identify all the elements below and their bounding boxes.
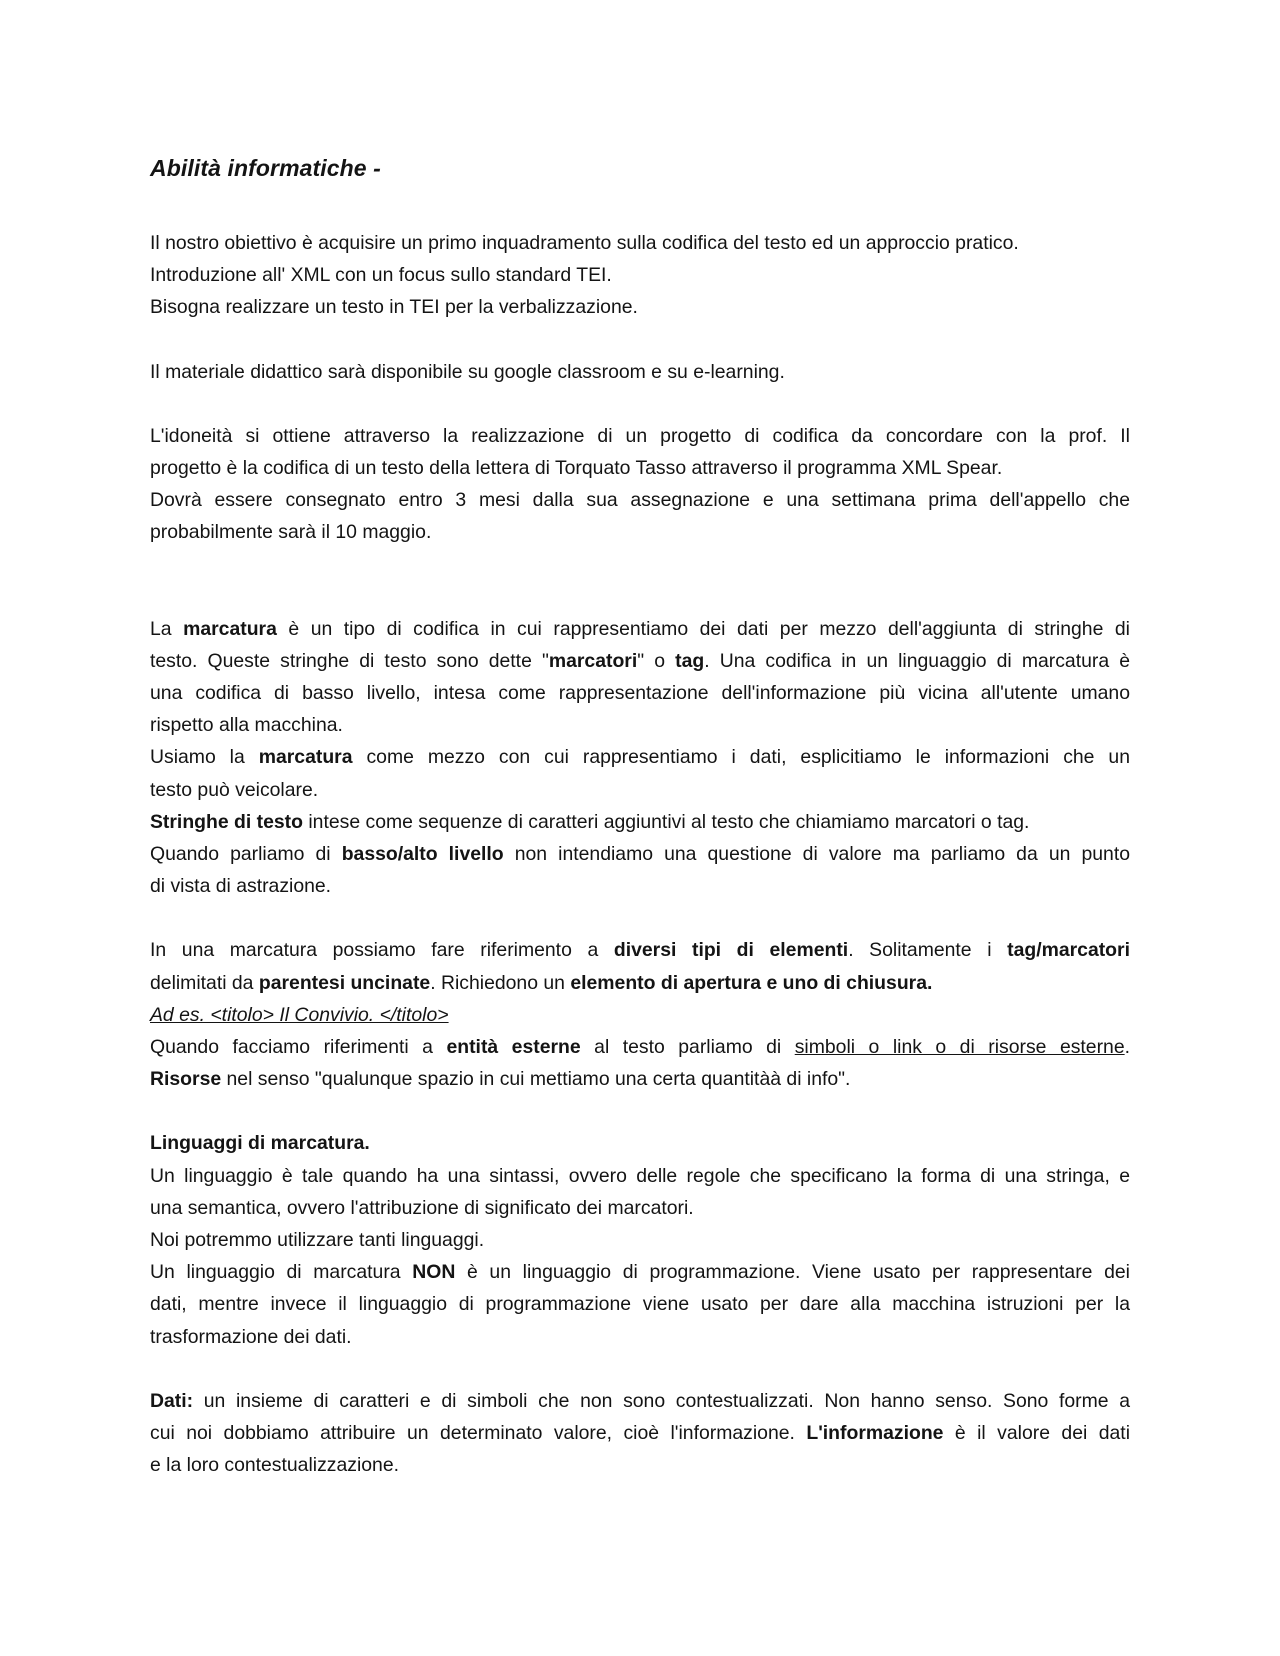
text-line: Usiamo la marcatura come mezzo con cui rappresentiamo i dati, esplicitiamo le informazioni che un	[150, 746, 1130, 769]
text-line: rispetto alla macchina.	[150, 714, 343, 737]
text-line: Bisogna realizzare un testo in TEI per la verbalizzazione.	[150, 296, 638, 319]
text-line: Dovrà essere consegnato entro 3 mesi dalla sua assegnazione e una settimana prima dell'appello che	[150, 489, 1130, 512]
text-line: Il materiale didattico sarà disponibile su google classroom e su e-learning.	[150, 360, 785, 383]
materiale-paragraph	[150, 356, 1130, 388]
text-line: probabilmente sarà il 10 maggio.	[150, 521, 432, 544]
text-line: testo. Queste stringhe di testo sono dette "marcatori" o tag. Una codifica in un linguaggio di marcatura è	[150, 649, 1131, 672]
idoneita-paragraph	[150, 420, 1130, 549]
text-line: Quando facciamo riferimenti a entità esterne al testo parliamo di simboli o link o di risorse esterne.	[150, 1036, 1131, 1059]
marcatura-paragraph	[150, 613, 1130, 903]
text-line: e la loro contestualizzazione.	[150, 1454, 399, 1477]
text-line: Introduzione all' XML con un focus sullo standard TEI.	[150, 264, 612, 287]
document-title: Abilità informatiche -	[150, 155, 381, 181]
text-line: cui noi dobbiamo attribuire un determinato valore, cioè l'informazione. L'informazione è il valore dei dati	[150, 1422, 1130, 1445]
elementi-paragraph	[150, 934, 1130, 1095]
text-line: Quando parliamo di basso/alto livello non intendiamo una questione di valore ma parliamo da un punto	[150, 843, 1130, 866]
text-line: trasformazione dei dati.	[150, 1325, 352, 1348]
linguaggi-paragraph	[150, 1127, 1130, 1352]
text-line: L'idoneità si ottiene attraverso la realizzazione di un progetto di codifica da concordare con la prof. Il	[150, 424, 1130, 447]
text-line: Stringhe di testo intese come sequenze di caratteri aggiuntivi al testo che chiamiamo marcatori o tag.	[150, 810, 1030, 833]
section-heading: Linguaggi di marcatura.	[150, 1132, 370, 1155]
text-line: Noi potremmo utilizzare tanti linguaggi.	[150, 1229, 485, 1252]
text-line: testo può veicolare.	[150, 778, 319, 801]
dati-paragraph	[150, 1385, 1130, 1482]
text-line: La marcatura è un tipo di codifica in cui rappresentiamo dei dati per mezzo dell'aggiunta di stringhe di	[150, 617, 1130, 640]
text-line: una semantica, ovvero l'attribuzione di significato dei marcatori.	[150, 1196, 694, 1219]
text-line: progetto è la codifica di un testo della lettera di Torquato Tasso attraverso il programma XML Spear.	[150, 457, 1003, 480]
text-line: Un linguaggio di marcatura NON è un linguaggio di programmazione. Viene usato per rappresentare dei	[150, 1261, 1130, 1284]
text-line: delimitati da parentesi uncinate. Richiedono un elemento di apertura e uno di chiusura.	[150, 971, 933, 994]
text-line: Un linguaggio è tale quando ha una sintassi, ovvero delle regole che specificano la forma di una stringa, e	[150, 1164, 1130, 1187]
text-line: Il nostro obiettivo è acquisire un primo inquadramento sulla codifica del testo ed un approccio pratico.	[150, 232, 1019, 254]
intro-paragraph	[150, 227, 1130, 324]
text-line: di vista di astrazione.	[150, 875, 332, 898]
text-line: Risorse nel senso "qualunque spazio in cui mettiamo una certa quantitàà di info".	[150, 1068, 851, 1091]
document-page	[150, 152, 1130, 1482]
text-line: una codifica di basso livello, intesa come rappresentazione dell'informazione più vicina all'utente umano	[150, 682, 1130, 705]
underlined-text: simboli o link o di risorse esterne	[794, 1036, 1125, 1059]
text-line: In una marcatura possiamo fare riferimento a diversi tipi di elementi. Solitamente i tag/marcatori	[150, 939, 1130, 962]
text-line: Dati: un insieme di caratteri e di simboli che non sono contestualizzati. Non hanno senso. Sono forme a	[150, 1389, 1130, 1412]
text-line: dati, mentre invece il linguaggio di programmazione viene usato per dare alla macchina istruzioni per la	[150, 1293, 1130, 1316]
example-line: Ad es. <titolo> Il Convivio. </titolo>	[150, 1003, 449, 1026]
